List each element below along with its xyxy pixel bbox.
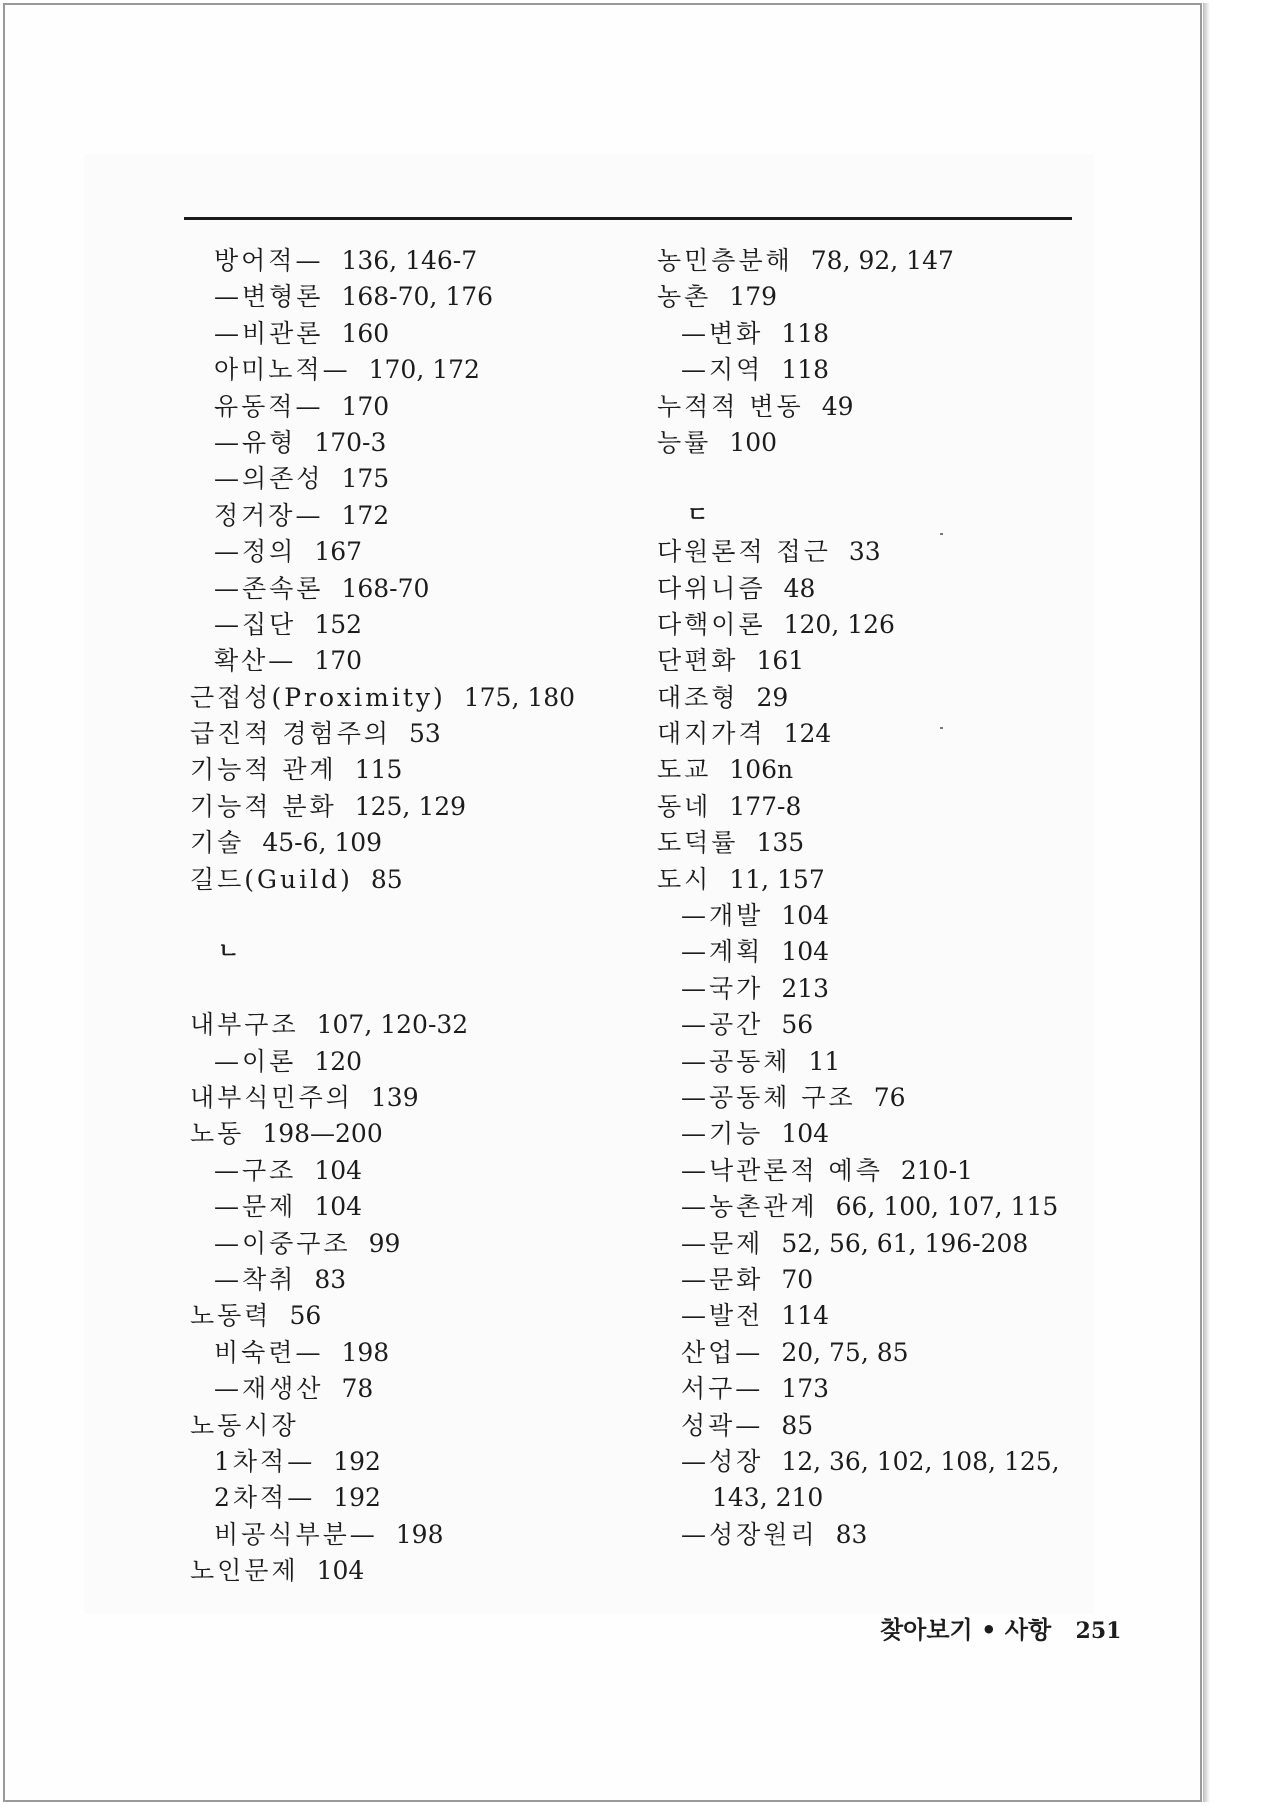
index-term: —개발 — [681, 901, 764, 931]
index-term: 단편화 — [657, 646, 739, 676]
index-term: —이중구조 — [214, 1228, 351, 1258]
index-page-refs: 120, 126 — [783, 609, 895, 639]
index-entry — [190, 389, 630, 425]
index-term: —집단 — [214, 609, 297, 639]
index-page-refs: 11 — [808, 1046, 841, 1076]
index-term: 누적적 변동 — [657, 391, 804, 421]
index-page-refs: 52, 56, 61, 196-208 — [781, 1228, 1029, 1258]
index-page-refs: 104 — [314, 1192, 363, 1222]
index-entry — [190, 643, 630, 679]
index-entry — [190, 1335, 630, 1371]
index-term: —문화 — [681, 1264, 764, 1294]
index-page-refs: 170 — [314, 646, 363, 676]
index-page-refs: 168-70, 176 — [341, 282, 494, 312]
index-entry — [657, 1007, 1077, 1043]
index-entry — [190, 607, 630, 643]
index-term: 도시 — [657, 864, 712, 894]
index-term: 기술 — [190, 828, 245, 858]
index-term: —낙관론적 예측 — [681, 1155, 883, 1185]
index-term: 도교 — [657, 755, 712, 785]
index-term: —의존성 — [214, 464, 324, 494]
index-page-refs: 143, 210 — [712, 1483, 824, 1513]
index-page-refs: 49 — [821, 391, 854, 421]
index-page-refs: 78 — [341, 1374, 374, 1404]
index-entry — [657, 279, 1077, 315]
index-entry — [657, 862, 1077, 898]
index-term: 노동시장 — [190, 1410, 299, 1440]
index-page-refs: 175 — [341, 464, 390, 494]
index-page-refs: 45-6, 109 — [262, 828, 383, 858]
index-term: —재생산 — [214, 1374, 324, 1404]
index-entry — [190, 279, 630, 315]
index-entry — [657, 825, 1077, 861]
scan-speck — [940, 727, 943, 729]
index-page-refs: 83 — [314, 1264, 347, 1294]
index-entry — [657, 680, 1077, 716]
index-entry — [190, 498, 630, 534]
index-entry — [190, 1480, 630, 1516]
index-term: 기능적 관계 — [190, 755, 337, 785]
index-term: —농촌관계 — [681, 1192, 818, 1222]
index-term: 기능적 분화 — [190, 791, 337, 821]
index-entry — [190, 352, 630, 388]
index-page-refs: 173 — [781, 1374, 830, 1404]
index-term: —국가 — [681, 973, 764, 1003]
index-term: 급진적 경험주의 — [190, 719, 391, 749]
index-page-refs: 135 — [756, 828, 805, 858]
index-term: 다원론적 접근 — [657, 537, 831, 567]
index-entry — [190, 789, 630, 825]
index-term: 노인문제 — [190, 1556, 299, 1586]
index-term: —이론 — [214, 1046, 297, 1076]
index-page-refs: 104 — [316, 1556, 365, 1586]
index-page-refs: 115 — [354, 755, 403, 785]
index-page-refs: 198—200 — [262, 1119, 383, 1149]
index-entry — [657, 316, 1077, 352]
index-entry — [190, 716, 630, 752]
index-section-heading: ㄴ — [218, 939, 240, 965]
index-page-refs: 33 — [848, 537, 881, 567]
index-entry — [190, 571, 630, 607]
index-term: 내부구조 — [190, 1010, 299, 1040]
index-term: 다핵이론 — [657, 609, 766, 639]
index-term: —성장 — [681, 1446, 764, 1476]
index-entry — [657, 352, 1077, 388]
index-entry — [657, 243, 1077, 279]
index-term: 아미노적— — [214, 355, 351, 385]
index-term: —비관론 — [214, 318, 324, 348]
index-term: 서구— — [681, 1374, 764, 1404]
index-term: 방어적— — [214, 246, 324, 275]
index-page-refs: 167 — [314, 537, 363, 567]
index-entry — [657, 1408, 1077, 1444]
index-entry — [190, 1517, 630, 1553]
index-entry — [657, 898, 1077, 934]
scan-speck — [940, 533, 943, 535]
index-page-refs: 83 — [835, 1519, 868, 1549]
index-page-refs: 172 — [341, 500, 390, 530]
index-entry — [657, 934, 1077, 970]
index-term: —발전 — [681, 1301, 764, 1331]
index-term: —문제 — [214, 1192, 297, 1222]
index-spacer — [190, 898, 630, 934]
index-page-refs: 66, 100, 107, 115 — [835, 1192, 1059, 1222]
index-page-refs: 56 — [781, 1010, 814, 1040]
index-entry — [657, 1226, 1077, 1262]
index-term: 능률 — [657, 427, 712, 457]
index-page-refs: 124 — [783, 719, 832, 749]
index-page-refs: 78, 92, 147 — [810, 246, 954, 275]
index-term: 길드(Guild) — [190, 864, 353, 894]
index-page-refs: 120 — [314, 1046, 363, 1076]
index-term: 대지가격 — [657, 719, 766, 749]
index-page-refs: 213 — [781, 973, 830, 1003]
index-page-refs: 168-70 — [341, 573, 430, 603]
index-term: 다위니즘 — [657, 573, 766, 603]
index-page-refs: 152 — [314, 609, 363, 639]
index-entry — [190, 425, 630, 461]
index-term: 유동적— — [214, 391, 324, 421]
index-page-refs: 53 — [409, 719, 441, 749]
index-page-refs: 192 — [333, 1483, 381, 1513]
index-page-refs: 198 — [395, 1519, 444, 1549]
index-page-refs: 48 — [783, 573, 816, 603]
index-column-left — [190, 243, 630, 1589]
index-term: 노동 — [190, 1119, 245, 1149]
index-term: —유형 — [214, 427, 297, 457]
index-page-refs: 104 — [314, 1155, 363, 1185]
index-page-refs: 210-1 — [900, 1155, 973, 1185]
index-section-heading: ㄷ — [687, 502, 709, 528]
index-entry — [657, 1080, 1077, 1116]
index-term: 2차적— — [214, 1483, 316, 1513]
index-page-refs: 106n — [729, 755, 794, 785]
index-entry — [190, 1408, 630, 1444]
index-term: 확산— — [214, 646, 297, 676]
index-entry — [190, 752, 630, 788]
index-term: —기능 — [681, 1119, 764, 1149]
index-term: —구조 — [214, 1155, 297, 1185]
index-entry — [657, 971, 1077, 1007]
index-entry — [657, 1044, 1077, 1080]
index-term: —계획 — [681, 937, 764, 967]
index-entry — [657, 1189, 1077, 1225]
index-entry — [657, 1116, 1077, 1152]
index-entry — [190, 1007, 630, 1043]
index-entry — [190, 1116, 630, 1152]
index-entry — [190, 243, 630, 279]
index-entry — [190, 1371, 630, 1407]
index-page-refs: 100 — [729, 427, 778, 457]
index-term: 1차적— — [214, 1446, 316, 1476]
index-entry — [190, 1553, 630, 1589]
index-page-refs: 118 — [781, 355, 830, 385]
index-entry — [657, 607, 1077, 643]
index-page-refs: 85 — [781, 1410, 814, 1440]
index-page-refs: 179 — [729, 282, 778, 312]
page-number: 251 — [1075, 1618, 1122, 1644]
index-page-refs: 29 — [756, 682, 789, 712]
index-entry — [657, 1517, 1077, 1553]
index-page-refs: 104 — [781, 901, 830, 931]
index-term: 내부식민주의 — [190, 1082, 353, 1112]
index-page-refs: 139 — [370, 1082, 419, 1112]
index-entry — [190, 1189, 630, 1225]
index-page-refs: 70 — [781, 1264, 814, 1294]
index-page-refs: 12, 36, 102, 108, 125, — [781, 1446, 1060, 1476]
index-entry — [657, 1480, 1077, 1516]
index-page-refs: 160 — [341, 318, 390, 348]
index-page-refs: 76 — [873, 1082, 906, 1112]
index-entry — [657, 1262, 1077, 1298]
index-page-refs: 170, 172 — [368, 355, 480, 385]
index-term: 비공식부분— — [214, 1519, 378, 1549]
index-entry — [657, 752, 1077, 788]
index-term: 노동력 — [190, 1301, 272, 1331]
index-entry — [657, 534, 1077, 570]
index-column-right — [657, 243, 1077, 1553]
index-term: 성곽— — [681, 1410, 764, 1440]
index-page-refs: 161 — [756, 646, 805, 676]
index-entry — [190, 461, 630, 497]
index-page-refs: 20, 75, 85 — [781, 1337, 909, 1367]
index-entry — [190, 825, 630, 861]
index-entry — [657, 571, 1077, 607]
index-entry — [190, 1080, 630, 1116]
index-entry — [657, 1444, 1077, 1480]
index-page-refs: 118 — [781, 318, 830, 348]
page-edge-shadow — [1203, 3, 1210, 1802]
index-page-refs: 11, 157 — [729, 864, 825, 894]
index-term: —문제 — [681, 1228, 764, 1258]
index-page-refs: 56 — [289, 1301, 322, 1331]
index-term: 근접성(Proximity) — [190, 682, 446, 712]
index-entry — [190, 1226, 630, 1262]
index-spacer — [190, 971, 630, 1007]
index-term: —공간 — [681, 1010, 764, 1040]
index-entry — [190, 1153, 630, 1189]
index-entry — [657, 1371, 1077, 1407]
index-entry — [190, 1044, 630, 1080]
index-term: —변화 — [681, 318, 764, 348]
index-entry — [657, 643, 1077, 679]
index-entry — [190, 680, 630, 716]
index-entry — [657, 716, 1077, 752]
index-term: —지역 — [681, 355, 764, 385]
index-term: —공동체 — [681, 1046, 791, 1076]
index-page-refs: 107, 120-32 — [316, 1010, 469, 1040]
index-term: —존속론 — [214, 573, 324, 603]
index-entry — [190, 316, 630, 352]
index-term: 동네 — [657, 791, 712, 821]
index-term: —정의 — [214, 537, 297, 567]
index-entry — [657, 389, 1077, 425]
index-page-refs: 85 — [370, 864, 403, 894]
index-entry — [657, 1153, 1077, 1189]
index-term: 정거장— — [214, 500, 324, 530]
index-term: 농민층분해 — [657, 246, 793, 275]
index-term: 농촌 — [657, 282, 712, 312]
footer-section-title: 찾아보기 • 사항 — [880, 1616, 1052, 1644]
index-entry — [190, 1262, 630, 1298]
index-page-refs: 170-3 — [314, 427, 387, 457]
index-page-refs: 99 — [368, 1228, 401, 1258]
index-page-refs: 175, 180 — [463, 682, 576, 712]
index-spacer — [657, 461, 1077, 497]
page-footer — [880, 1610, 1121, 1645]
index-entry — [190, 1444, 630, 1480]
index-page-refs: 136, 146-7 — [341, 246, 478, 275]
index-term: —성장원리 — [681, 1519, 818, 1549]
index-term: —공동체 구조 — [681, 1082, 856, 1112]
index-entry — [190, 862, 630, 898]
index-entry — [657, 1335, 1077, 1371]
index-entry — [657, 1298, 1077, 1334]
index-page-refs: 125, 129 — [354, 791, 467, 821]
index-term: 대조형 — [657, 682, 739, 712]
index-term: 비숙련— — [214, 1337, 324, 1367]
index-entry — [657, 789, 1077, 825]
index-page-refs: 104 — [781, 937, 830, 967]
index-term: 도덕률 — [657, 828, 739, 858]
index-entry — [190, 1298, 630, 1334]
index-page-refs: 198 — [341, 1337, 390, 1367]
index-entry — [190, 534, 630, 570]
header-rule — [184, 217, 1072, 220]
index-term: 산업— — [681, 1337, 764, 1367]
index-term: —착취 — [214, 1264, 297, 1294]
index-term: —변형론 — [214, 282, 324, 312]
index-page-refs: 192 — [333, 1446, 381, 1476]
index-page-refs: 114 — [781, 1301, 830, 1331]
index-page-refs: 170 — [341, 391, 390, 421]
index-page-refs: 177-8 — [729, 791, 802, 821]
index-entry — [657, 425, 1077, 461]
index-page-refs: 104 — [781, 1119, 830, 1149]
